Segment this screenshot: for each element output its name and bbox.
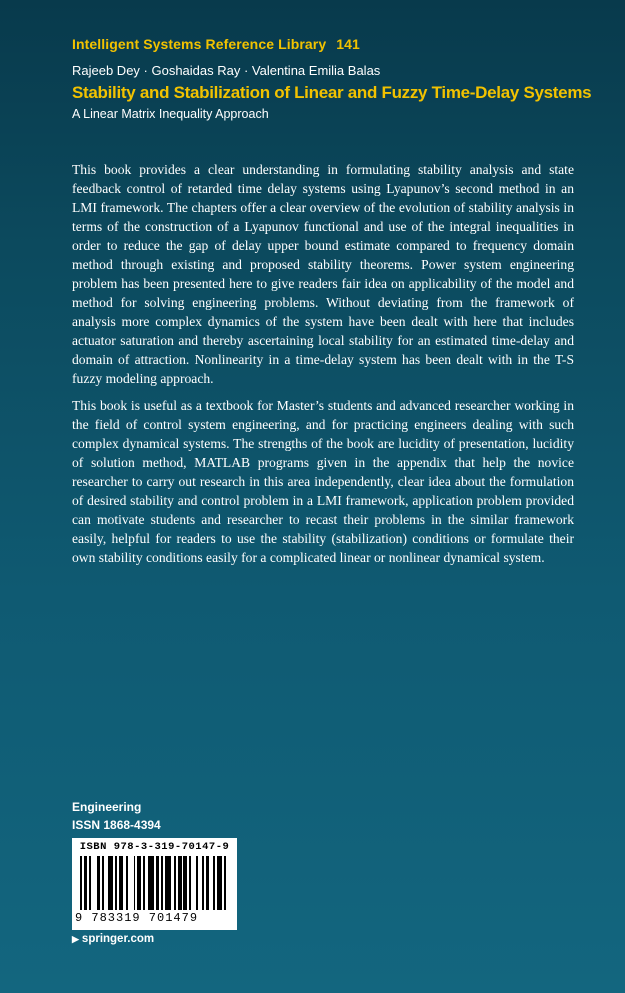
author-list: Rajeeb Dey · Goshaidas Ray · Valentina Emilia Balas bbox=[72, 63, 381, 78]
description-paragraph-2: This book is useful as a textbook for Master’s students and advanced researcher working in the field of control system engineering, and for practicing engineers dealing with such complex dynamical systems. The strengths of the book are lucidity of presentation, lucidity of solution method, MATLAB programs given in the appendix that help the novice researcher to carry out research in this area independently, clear idea about the formulation of desired stability and control problem in a LMI framework, application problem provided can motivate students and researcher to recast their problems in the similar framework easily, helpful for readers to use the stability (stabilization) conditions or formulate their own stability conditions easily for a complicated linear or nonlinear dynamical system. bbox=[72, 398, 574, 565]
series-name: Intelligent Systems Reference Library bbox=[72, 36, 327, 52]
subject-category: Engineering bbox=[72, 800, 142, 814]
publisher-link[interactable] bbox=[72, 933, 154, 945]
book-description bbox=[72, 160, 574, 575]
book-subtitle: A Linear Matrix Inequality Approach bbox=[72, 107, 269, 121]
barcode-stripe bbox=[226, 856, 230, 910]
series-line bbox=[72, 36, 360, 52]
publisher-link-text: springer.com bbox=[81, 933, 155, 945]
isbn-barcode bbox=[72, 838, 237, 930]
isbn-label: ISBN 978-3-319-70147-9 bbox=[79, 841, 230, 853]
book-title: Stability and Stabilization of Linear and Fuzzy Time-Delay Systems bbox=[72, 83, 592, 102]
issn-number: ISSN 1868-4394 bbox=[72, 818, 161, 832]
barcode-bars bbox=[80, 856, 230, 910]
triangle-right-icon: ▶ bbox=[72, 934, 79, 944]
description-paragraph-1: This book provides a clear understanding in formulating stability analysis and state feedback control of retarded time delay systems using Lyapunov’s second method in an LMI framework. The chapters offer a clear overview of the evolution of stability analysis in terms of the construction of a Lyapunov functional and use of the integral inequalities in order to reduce the gap of delay upper bound estimate compared to frequency domain method through existing and proposed stability theorems. Power system engineering problem has been presented here to give readers fair idea on applicability of the model and method for solving engineering problems. Without deviating from the framework of analysis more complex dynamics of the system have been dealt with here that includes actuator saturation and thereby ascertaining local stability for an estimated time-delay and domain of attraction. Nonlinearity in a time-delay system has been dealt with in the T-S fuzzy modeling approach. bbox=[72, 162, 574, 386]
series-number: 141 bbox=[336, 36, 360, 52]
barcode-digits: 9 783319 701479 bbox=[75, 911, 199, 925]
